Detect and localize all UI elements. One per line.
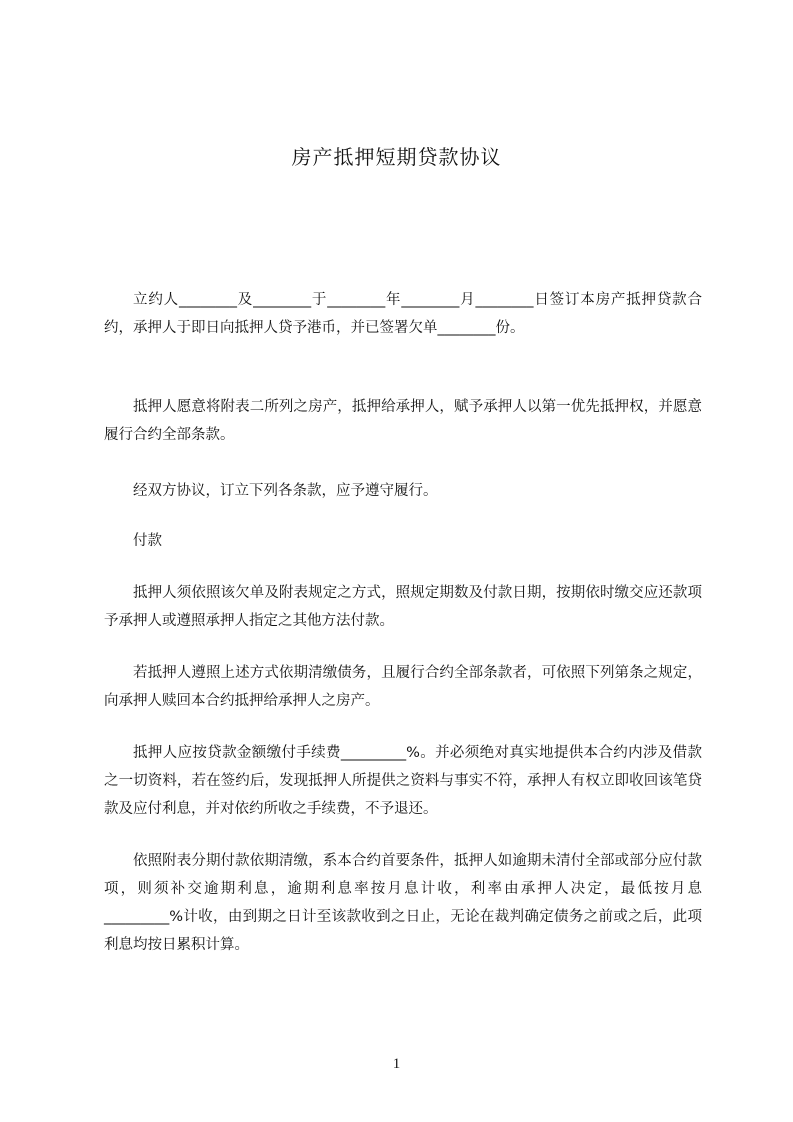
paragraph-parties: 立约人________及________于________年________月________日签订本房产抵押贷款合约，承押人于即日向抵押人贷予港币，并已签署欠单________份。	[104, 292, 702, 336]
paragraph-handling-fee: 抵押人应按贷款金额缴付手续费_________%。并必须绝对真实地提供本合约内涉及借款之一切资料，若在签约后，发现抵押人所提供之资料与事实不符，承押人有权立即收回该笔贷款及应付利息，并对依约所收之手续费，不予退还。	[104, 745, 702, 817]
paragraph-redemption: 若抵押人遵照上述方式依期清缴债务，且履行合约全部条款者，可依照下列第条之规定，向承押人赎回本合约抵押给承押人之房产。	[104, 665, 702, 709]
document-title: 房产抵押短期贷款协议	[291, 145, 502, 169]
section-heading-payment: 付款	[133, 533, 162, 549]
paragraph-agreement: 经双方协议，订立下列各条款，应予遵守履行。	[133, 483, 438, 499]
paragraph-overdue-interest: 依照附表分期付款依期清缴，系本合约首要条件，抵押人如逾期未清付全部或部分应付款项，则须补交逾期利息，逾期利息率按月息计收，利率由承押人决定，最低按月息_________%计收，由到期之日计至该款收到之日止，无论在裁判确定债务之前或之后，此项利息均按日累积计算。	[104, 853, 702, 953]
page-number: 1	[392, 1056, 401, 1072]
paragraph-mortgage-grant: 抵押人愿意将附表二所列之房产，抵押给承押人，赋予承押人以第一优先抵押权，并愿意履行合约全部条款。	[104, 399, 702, 443]
paragraph-payment-method: 抵押人须依照该欠单及附表规定之方式，照规定期数及付款日期，按期依时缴交应还款项予承押人或遵照承押人指定之其他方法付款。	[104, 585, 702, 629]
